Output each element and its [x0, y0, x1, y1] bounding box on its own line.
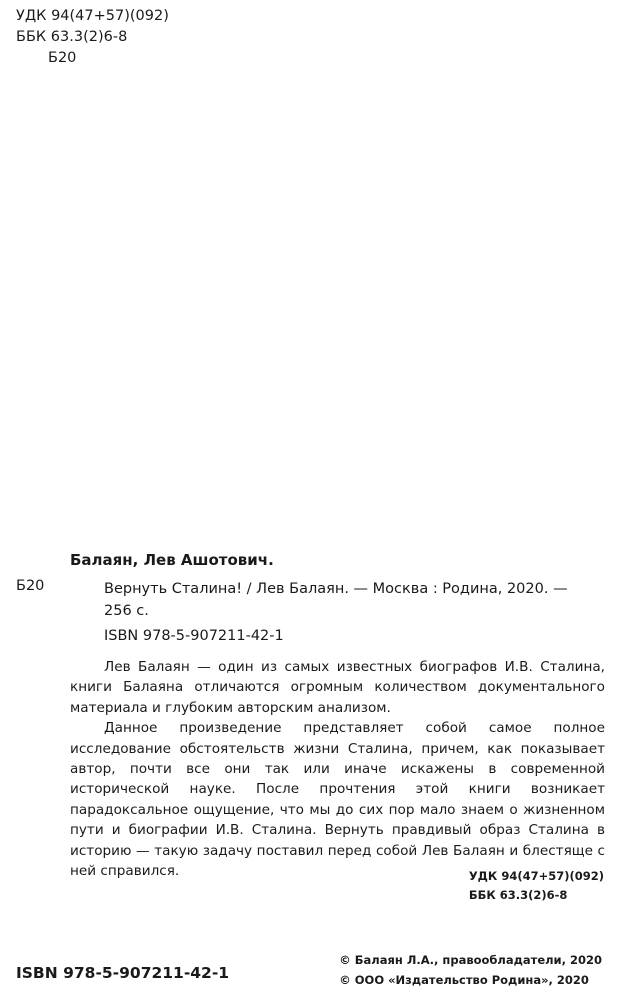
- entry-index-mark: Б20: [16, 578, 45, 594]
- abstract-paragraph-2: Данное произведение представляет собой самое полное исследование обстоятельств жизни Сталина, причем, как показывает автор, почти все они так или иначе искажены в современной исторической науке. После прочтения этой книги возникает парадоксальное ощущение, что мы до сих пор мало знаем о жизненном пути и биографии И.В. Сталина. Вернуть правдивый образ Сталина в историю — такую задачу поставил перед собой Лев Балаян и блестяще с ней справился.: [70, 720, 605, 880]
- abstract-paragraph-1: Лев Балаян — один из самых известных биографов И.В. Сталина, книги Балаяна отличаются огромным количеством документального материала и глубоким авторским анализом.: [70, 659, 605, 716]
- copyright-publisher: © ООО «Издательство Родина», 2020: [339, 973, 589, 987]
- entry-title-line2: 256 с.: [104, 603, 149, 619]
- bbk-code-bottom: ББК 63.3(2)6-8: [468, 888, 568, 902]
- bottom-codes: [469, 867, 604, 905]
- footer-isbn: ISBN 978-5-907211-42-1: [16, 964, 230, 982]
- copyright-author: © Балаян Л.А., правообладатели, 2020: [339, 953, 602, 967]
- udk-code-top: УДК 94(47+57)(092): [16, 8, 169, 24]
- copyright-block: [339, 950, 602, 990]
- udk-code-bottom: УДК 94(47+57)(092): [468, 869, 604, 883]
- abstract: [70, 657, 605, 881]
- entry-isbn: ISBN 978-5-907211-42-1: [104, 628, 284, 644]
- author-mark-top: Б20: [48, 50, 77, 66]
- bbk-code-top: ББК 63.3(2)6-8: [16, 29, 128, 45]
- entry-title-line1: Вернуть Сталина! / Лев Балаян. — Москва : Родина, 2020. —: [104, 581, 568, 597]
- entry-author: Балаян, Лев Ашотович.: [70, 551, 274, 569]
- entry-title: [104, 578, 568, 622]
